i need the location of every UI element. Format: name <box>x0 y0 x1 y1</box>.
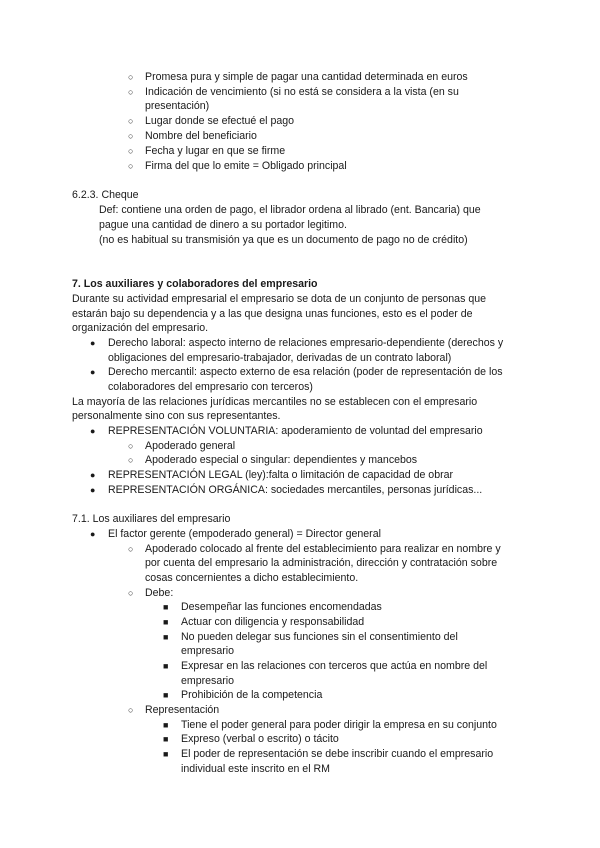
list-item: Tiene el poder general para poder dirigir la empresa en su conjunto <box>181 719 497 731</box>
list-item: Lugar donde se efectué el pago <box>145 115 295 127</box>
list-item: Derecho laboral: aspecto interno de relaciones empresario-dependiente (derechos y <box>108 337 504 349</box>
list-item: No pueden delegar sus funciones sin el consentimiento del <box>181 631 458 643</box>
list-item-continuation: por cuenta del empresario la administración, dirección y contratación sobre <box>145 557 498 569</box>
list-item-continuation: empresario <box>181 645 234 657</box>
square-bullet-icon: ■ <box>163 617 169 627</box>
list-item: Representación <box>145 704 220 716</box>
cheque-heading: 6.2.3. Cheque <box>72 189 139 201</box>
circle-bullet-icon: ○ <box>128 131 134 141</box>
disc-bullet-icon: ● <box>90 426 96 436</box>
circle-bullet-icon: ○ <box>128 544 134 554</box>
list-item: Apoderado colocado al frente del establecimiento para realizar en nombre y <box>145 543 501 555</box>
circle-bullet-icon: ○ <box>128 146 134 156</box>
square-bullet-icon: ■ <box>163 602 169 612</box>
disc-bullet-icon: ● <box>90 470 96 480</box>
disc-bullet-icon: ● <box>90 367 96 377</box>
disc-bullet-icon: ● <box>90 529 96 539</box>
list-item: Fecha y lugar en que se firme <box>145 145 286 157</box>
list-item: Apoderado general <box>145 440 236 452</box>
list-item-continuation: empresario <box>181 675 234 687</box>
list-item: Actuar con diligencia y responsabilidad <box>181 616 365 628</box>
list-item: El factor gerente (empoderado general) = Director general <box>108 528 381 540</box>
square-bullet-icon: ■ <box>163 749 169 759</box>
disc-bullet-icon: ● <box>90 338 96 348</box>
list-item: Expresar en las relaciones con terceros que actúa en nombre del <box>181 660 488 672</box>
list-item: Expreso (verbal o escrito) o tácito <box>181 733 339 745</box>
list-item: REPRESENTACIÓN ORGÁNICA: sociedades mercantiles, personas jurídicas... <box>108 484 483 496</box>
cheque-line: (no es habitual su transmisión ya que es un documento de pago no de crédito) <box>99 234 468 246</box>
circle-bullet-icon: ○ <box>128 72 134 82</box>
circle-bullet-icon: ○ <box>128 87 134 97</box>
cheque-line: Def: contiene una orden de pago, el librador ordena al librado (ent. Bancaria) que <box>99 204 481 216</box>
section-7-1-heading: 7.1. Los auxiliares del empresario <box>72 513 231 525</box>
circle-bullet-icon: ○ <box>128 705 134 715</box>
square-bullet-icon: ■ <box>163 661 169 671</box>
list-item: Nombre del beneficiario <box>145 130 257 142</box>
disc-bullet-icon: ● <box>90 485 96 495</box>
circle-bullet-icon: ○ <box>128 116 134 126</box>
list-item: Promesa pura y simple de pagar una cantidad determinada en euros <box>145 71 468 83</box>
circle-bullet-icon: ○ <box>128 441 134 451</box>
paragraph-line: organización del empresario. <box>72 322 209 334</box>
list-item-continuation: cosas concernientes a dicho establecimiento. <box>145 572 359 584</box>
list-item: Indicación de vencimiento (si no está se considera a la vista (en su <box>145 86 459 98</box>
list-item: Firma del que lo emite = Obligado principal <box>145 160 347 172</box>
list-item: Apoderado especial o singular: dependientes y mancebos <box>145 454 418 466</box>
cheque-line: pague una cantidad de dinero a su portador legitimo. <box>99 219 347 231</box>
list-item: Derecho mercantil: aspecto externo de esa relación (poder de representación de los <box>108 366 503 378</box>
list-item-continuation: obligaciones del empresario-trabajador, derivadas de un contrato laboral) <box>108 352 452 364</box>
section-7-heading: 7. Los auxiliares y colaboradores del empresario <box>72 278 318 290</box>
circle-bullet-icon: ○ <box>128 455 134 465</box>
list-item: REPRESENTACIÓN LEGAL (ley):falta o limitación de capacidad de obrar <box>108 469 454 481</box>
list-item: Desempeñar las funciones encomendadas <box>181 601 382 613</box>
list-item: Debe: <box>145 587 174 599</box>
square-bullet-icon: ■ <box>163 690 169 700</box>
circle-bullet-icon: ○ <box>128 588 134 598</box>
paragraph-line: personalmente sino con sus representantes. <box>72 410 281 422</box>
paragraph-line: Durante su actividad empresarial el empresario se dota de un conjunto de personas que <box>72 293 486 305</box>
list-item: Prohibición de la competencia <box>181 689 323 701</box>
square-bullet-icon: ■ <box>163 720 169 730</box>
square-bullet-icon: ■ <box>163 734 169 744</box>
circle-bullet-icon: ○ <box>128 161 134 171</box>
list-item-continuation: colaboradores del empresario con terceros) <box>108 381 313 393</box>
list-item-continuation: presentación) <box>145 100 210 112</box>
list-item: El poder de representación se debe inscribir cuando el empresario <box>181 748 494 760</box>
paragraph-line: La mayoría de las relaciones jurídicas mercantiles no se establecen con el empresario <box>72 396 478 408</box>
list-item: REPRESENTACIÓN VOLUNTARIA: apoderamiento de voluntad del empresario <box>108 425 483 437</box>
paragraph-line: estarán bajo su dependencia y a las que designa unas funciones, esto es el poder de <box>72 308 473 320</box>
square-bullet-icon: ■ <box>163 632 169 642</box>
list-item-continuation: individual este inscrito en el RM <box>181 763 330 775</box>
